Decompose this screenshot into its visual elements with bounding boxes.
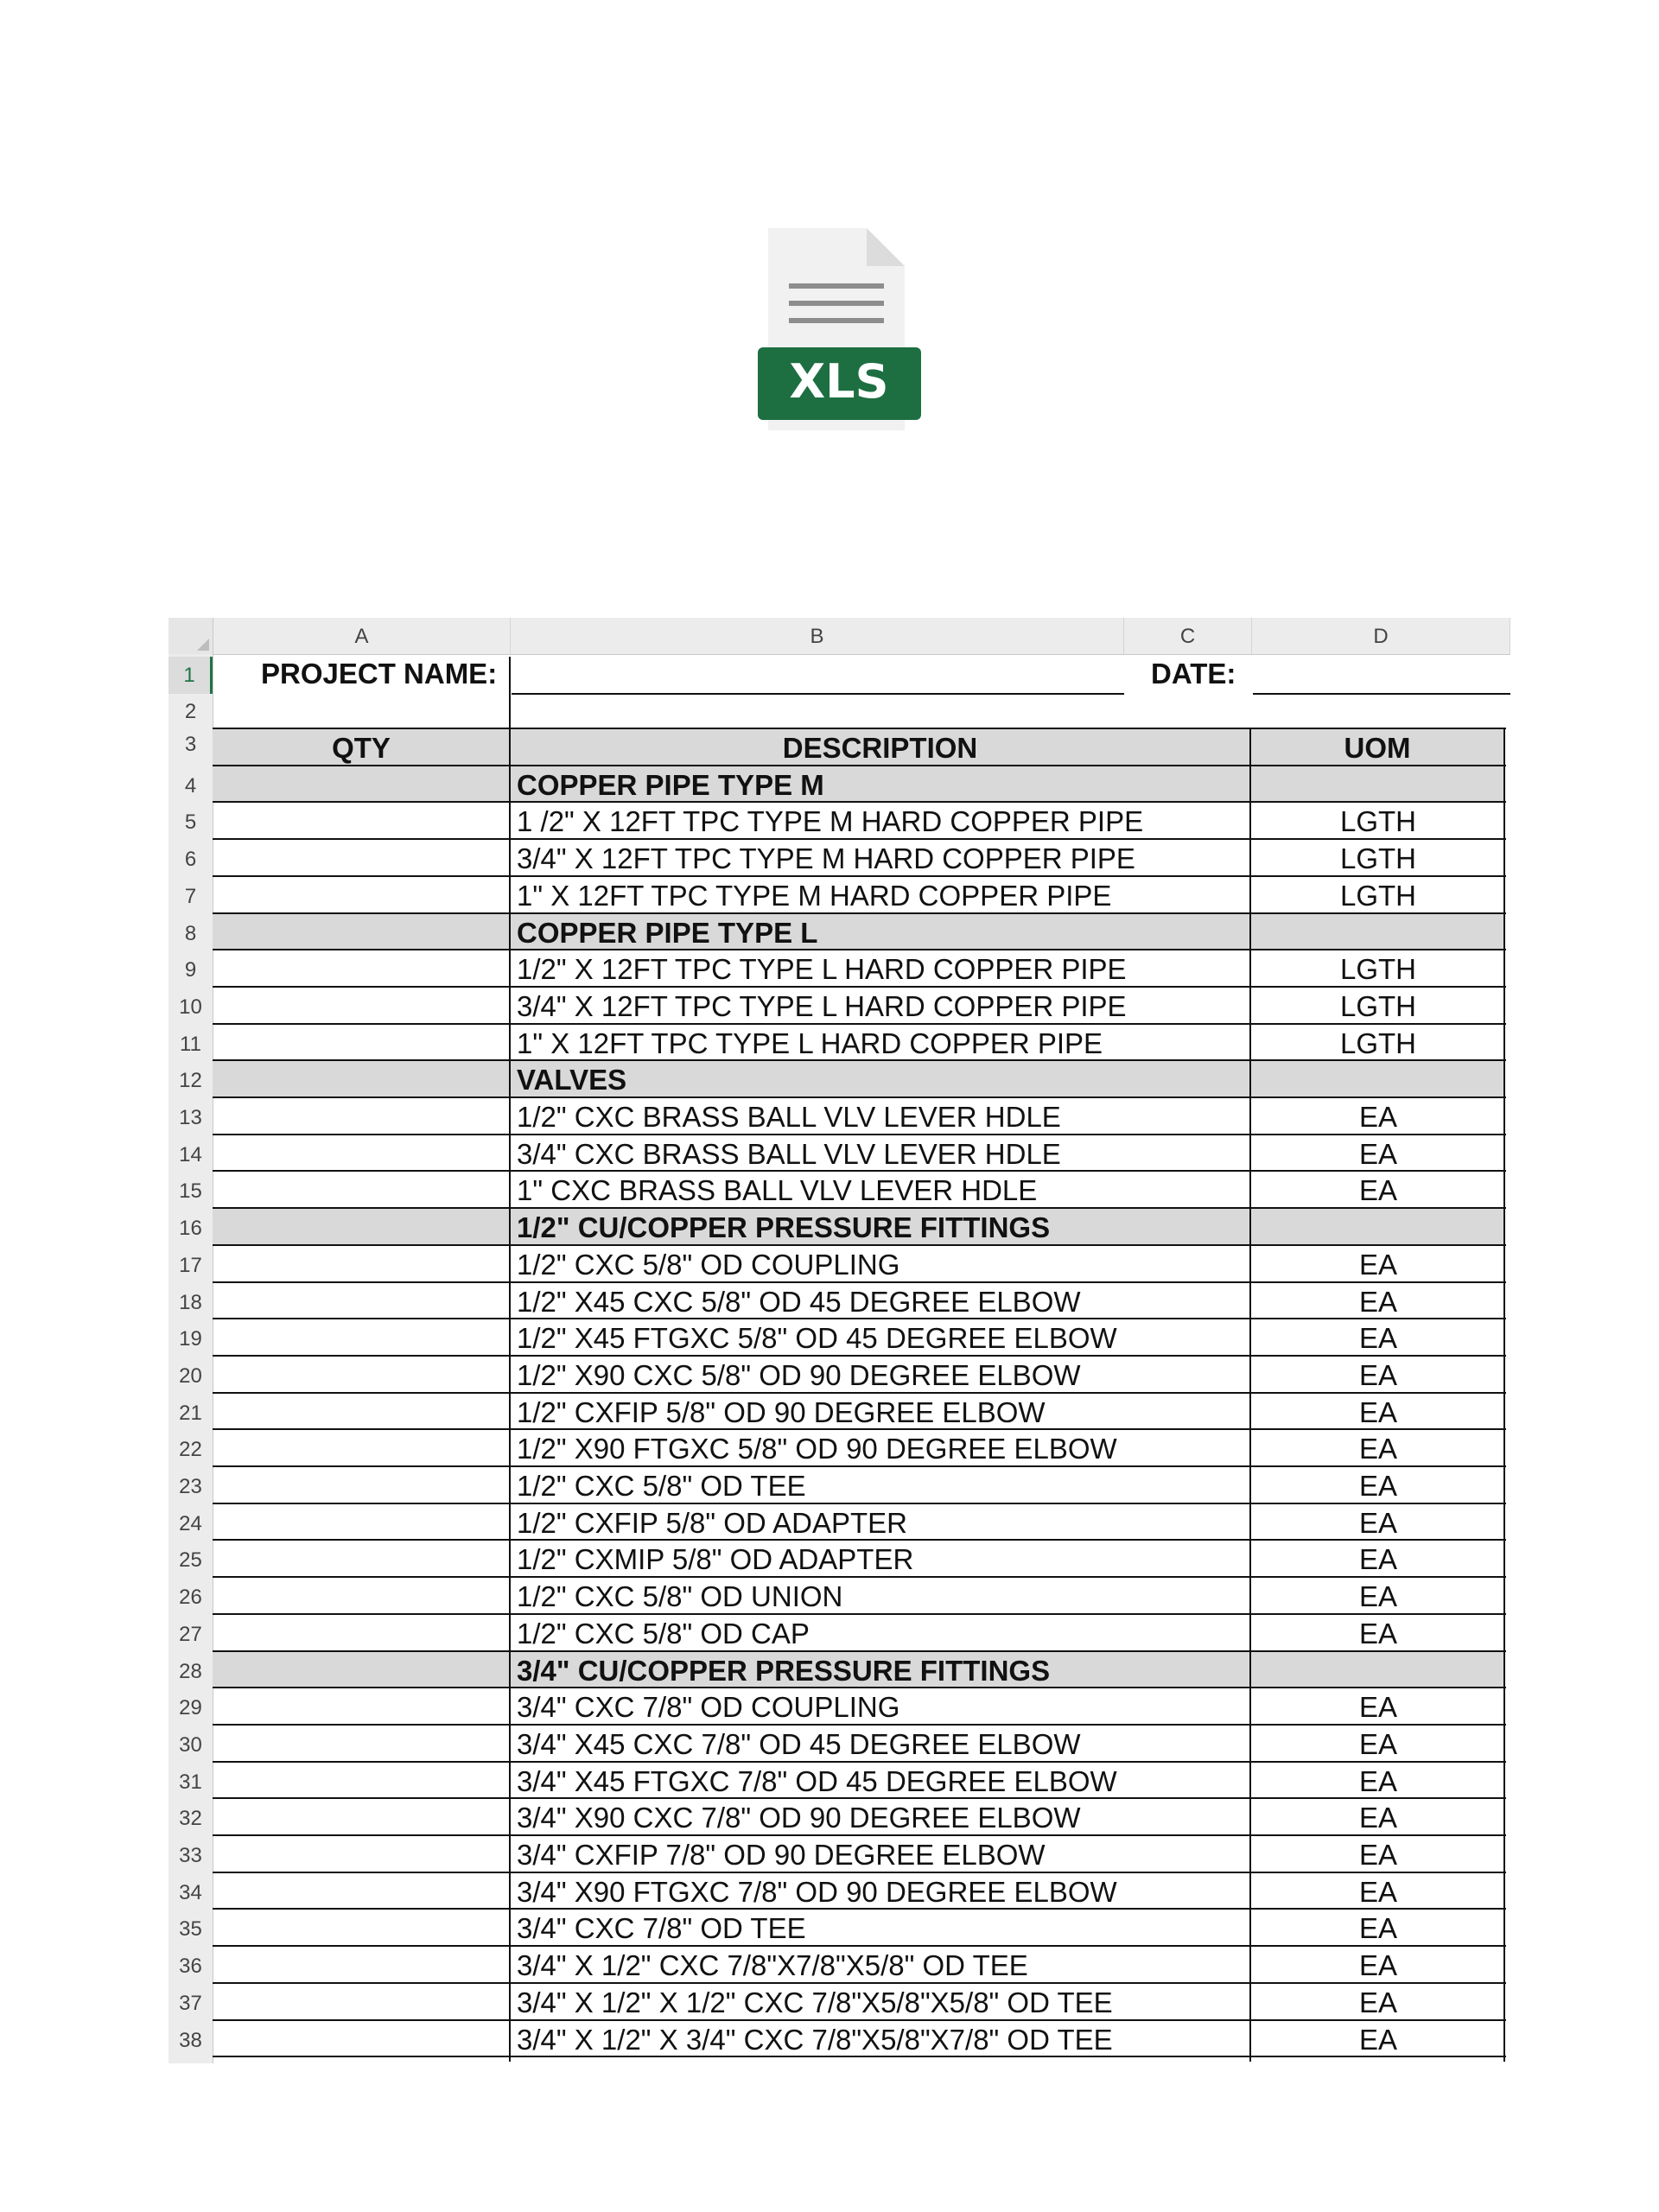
item-description: 1/2" CXC 5/8" OD COUPLING [517,1248,900,1281]
row-number[interactable]: 37 [179,1991,202,2015]
item-description: 3/4" X45 CXC 7/8" OD 45 DEGREE ELBOW [517,1727,1081,1760]
project-name-field[interactable] [512,657,1124,693]
grid-line [213,1908,1506,1910]
qty-cell[interactable] [214,1909,510,1946]
qty-cell[interactable] [214,1060,510,1097]
grid-line [213,1281,1506,1283]
uom-cell: LGTH [1339,842,1416,875]
item-description: 1/2" CXC 5/8" OD CAP [517,1617,810,1649]
grid-line [213,1724,1506,1726]
column-header-b[interactable]: B [511,618,1124,654]
row-number[interactable]: 11 [180,1032,201,1056]
date-field[interactable] [1253,657,1510,693]
row-number[interactable]: 21 [179,1401,202,1425]
item-description: 1" X 12FT TPC TYPE L HARD COPPER PIPE [517,1027,1103,1059]
grid-line [213,1023,1506,1025]
column-header-a[interactable]: A [213,618,511,654]
uom-cell: EA [1358,1174,1398,1207]
item-description: 1/2" CXFIP 5/8" OD ADAPTER [517,1506,907,1539]
item-description: 1/2" X90 FTGXC 5/8" OD 90 DEGREE ELBOW [517,1433,1117,1465]
row-number[interactable]: 4 [184,773,197,798]
item-description: 1" X 12FT TPC TYPE M HARD COPPER PIPE [517,879,1112,912]
item-description: 3/4" X 1/2" CXC 7/8"X7/8"X5/8" OD TEE [517,1949,1028,1982]
qty-cell[interactable] [214,1356,510,1393]
qty-cell[interactable] [214,1798,510,1835]
qty-cell[interactable] [214,1466,510,1503]
row-number[interactable]: 26 [179,1586,202,1610]
grid-line [213,1797,1506,1799]
uom-cell: LGTH [1339,879,1416,912]
grid-line [213,1650,1506,1652]
uom-cell: EA [1358,1875,1398,1908]
uom-cell: EA [1358,1322,1398,1355]
row-number[interactable]: 6 [184,848,197,872]
row-number[interactable]: 24 [179,1511,202,1535]
grid-line [213,1244,1506,1246]
uom-cell: LGTH [1339,953,1416,986]
item-description: 1/2" X 12FT TPC TYPE L HARD COPPER PIPE [517,953,1127,986]
uom-cell: EA [1358,1691,1398,1724]
row-header-bar [168,654,213,2063]
uom-cell: EA [1358,1617,1398,1649]
row-number[interactable]: 12 [179,1069,202,1093]
qty-cell[interactable] [214,913,510,950]
grid-line [213,1576,1506,1578]
grid-line [213,1872,1506,1873]
grid-line [213,728,1506,729]
qty-cell[interactable] [214,1983,510,2020]
row-number[interactable]: 5 [184,810,197,835]
xls-file-icon [756,226,925,434]
row-number[interactable]: 32 [179,1807,202,1831]
qty-cell[interactable] [214,839,510,876]
grid-line [213,986,1506,988]
row-number[interactable]: 35 [179,1917,202,1942]
grid-line [509,657,511,2062]
qty-cell[interactable] [214,1725,510,1762]
qty-cell[interactable] [214,1319,510,1356]
section-title: 1/2" CU/COPPER PRESSURE FITTINGS [517,1211,1051,1244]
uom-cell: EA [1358,1358,1398,1391]
row-number[interactable]: 23 [179,1475,202,1498]
uom-cell: EA [1358,1248,1398,1281]
qty-cell[interactable] [214,1872,510,1910]
qty-cell[interactable] [214,1208,510,1245]
row-number[interactable]: 33 [179,1844,202,1867]
qty-cell[interactable] [214,1614,510,1651]
uom-cell: LGTH [1339,1027,1416,1059]
uom-cell: EA [1358,1543,1398,1576]
grid-line [213,875,1506,877]
grid-line [213,1318,1506,1319]
qty-cell[interactable] [214,1171,510,1208]
uom-cell: EA [1358,1285,1398,1318]
uom-cell: LGTH [1339,989,1416,1022]
column-header-d[interactable]: D [1252,618,1510,654]
uom-cell: LGTH [1339,805,1416,838]
item-description: 1/2" X45 FTGXC 5/8" OD 45 DEGREE ELBOW [517,1322,1117,1355]
column-header-bar [168,618,1510,655]
grid-line [213,1465,1506,1467]
item-description: 1" CXC BRASS BALL VLV LEVER HDLE [517,1174,1038,1207]
grid-line [213,1428,1506,1430]
row-number[interactable]: 20 [179,1363,202,1388]
item-description: 1 /2" X 12FT TPC TYPE M HARD COPPER PIPE [517,805,1144,838]
qty-cell[interactable] [214,2020,510,2057]
qty-cell[interactable] [214,1688,510,1725]
row-number[interactable]: 2 [184,700,197,723]
item-description: 1/2" CXC 5/8" OD TEE [517,1470,806,1502]
grid-line [213,1982,1506,1984]
qty-cell[interactable] [214,766,510,803]
row-number[interactable]: 27 [179,1622,202,1646]
grid-line [213,1687,1506,1688]
qty-cell[interactable] [214,1835,510,1872]
item-description: 1/2" CXC BRASS BALL VLV LEVER HDLE [517,1101,1061,1133]
item-description: 3/4" X90 FTGXC 7/8" OD 90 DEGREE ELBOW [517,1875,1117,1908]
grid-line [213,1503,1506,1504]
qty-cell[interactable] [214,1429,510,1466]
grid-line [213,1134,1506,1135]
qty-cell[interactable] [214,1393,510,1430]
project-name-label: PROJECT NAME: [261,658,498,690]
item-description: 3/4" X 12FT TPC TYPE L HARD COPPER PIPE [517,989,1127,1022]
qty-cell[interactable] [214,1946,510,1983]
select-all-corner[interactable] [168,618,213,654]
uom-cell: EA [1358,1764,1398,1797]
uom-cell: EA [1358,1727,1398,1760]
uom-cell: EA [1358,1506,1398,1539]
row-number[interactable]: 29 [179,1696,202,1720]
grid-line [213,912,1506,914]
item-description: 3/4" CXC 7/8" OD COUPLING [517,1691,900,1724]
grid-line [1503,728,1505,2062]
section-title: VALVES [517,1064,627,1096]
date-label: DATE: [1151,658,1236,690]
row-number[interactable]: 8 [184,921,197,945]
row-number[interactable]: 34 [179,1880,202,1904]
item-description: 1/2" X45 CXC 5/8" OD 45 DEGREE ELBOW [517,1285,1081,1318]
qty-cell[interactable] [214,950,510,987]
uom-cell: EA [1358,1986,1398,2018]
grid-line [213,765,1506,766]
grid-line [213,1355,1506,1357]
row-number[interactable]: 22 [179,1438,202,1462]
uom-cell: EA [1358,1395,1398,1428]
grid-line [213,1207,1506,1209]
qty-cell[interactable] [214,876,510,913]
row-number[interactable]: 15 [179,1179,202,1204]
row-number[interactable]: 28 [179,1659,202,1683]
item-description: 1/2" CXC 5/8" OD UNION [517,1580,843,1613]
item-description: 3/4" X90 CXC 7/8" OD 90 DEGREE ELBOW [517,1802,1081,1834]
row-number[interactable]: 31 [179,1770,202,1794]
item-description: 3/4" X 1/2" X 3/4" CXC 7/8"X5/8"X7/8" OD TEE [517,2023,1113,2056]
grid-line [213,1834,1506,1836]
row-number[interactable]: 18 [179,1290,202,1314]
uom-cell: EA [1358,1839,1398,1871]
item-description: 3/4" X 1/2" X 1/2" CXC 7/8"X5/8"X5/8" OD TEE [517,1986,1113,2018]
uom-cell: EA [1358,1912,1398,1945]
uom-cell: EA [1358,1470,1398,1502]
grid-line [213,1761,1506,1763]
grid-line [213,1059,1506,1061]
file-badge-label: XLS [789,354,889,409]
item-description: 3/4" CXC BRASS BALL VLV LEVER HDLE [517,1137,1061,1170]
grid-line [213,1392,1506,1394]
row-number[interactable]: 7 [184,884,197,908]
section-title: COPPER PIPE TYPE L [517,916,818,949]
row-number[interactable]: 38 [179,2028,202,2052]
project-name-underline [512,693,1124,695]
row-number[interactable]: 14 [179,1142,202,1166]
row-number[interactable]: 13 [179,1106,202,1129]
row-number[interactable]: 17 [179,1253,202,1277]
grid-line [213,1096,1506,1098]
item-description: 3/4" X 12FT TPC TYPE M HARD COPPER PIPE [517,842,1135,875]
section-title: 3/4" CU/COPPER PRESSURE FITTINGS [517,1654,1051,1687]
row-number[interactable]: 36 [179,1955,202,1979]
description-header: DESCRIPTION [782,732,978,764]
row-number[interactable]: 3 [184,733,197,756]
grid-line [213,801,1506,803]
grid-line [1249,728,1251,2062]
row-number[interactable]: 30 [179,1732,202,1757]
qty-cell[interactable] [214,1577,510,1614]
item-description: 3/4" CXC 7/8" OD TEE [517,1912,806,1945]
qty-cell[interactable] [214,1503,510,1541]
item-description: 1/2" X90 CXC 5/8" OD 90 DEGREE ELBOW [517,1358,1081,1391]
grid-line [213,2019,1506,2021]
uom-cell: EA [1358,1949,1398,1982]
section-title: COPPER PIPE TYPE M [517,768,824,801]
qty-cell[interactable] [214,802,510,839]
uom-cell: EA [1358,1137,1398,1170]
uom-header: UOM [1344,732,1411,764]
qty-cell[interactable] [214,1135,510,1172]
grid-line [213,949,1506,950]
grid-line [213,1539,1506,1541]
grid-line [213,838,1506,840]
row-number[interactable]: 9 [184,958,197,982]
row-number[interactable]: 1 [168,657,213,694]
row-number[interactable]: 19 [179,1327,202,1351]
uom-cell: EA [1358,1433,1398,1465]
item-description: 1/2" CXFIP 5/8" OD 90 DEGREE ELBOW [517,1395,1046,1428]
grid-line [213,2056,1506,2057]
qty-cell[interactable] [214,1282,510,1319]
item-description: 3/4" X45 FTGXC 7/8" OD 45 DEGREE ELBOW [517,1764,1117,1797]
row-number[interactable]: 25 [179,1548,202,1573]
column-header-c[interactable]: C [1124,618,1252,654]
uom-cell: EA [1358,1580,1398,1613]
qty-cell[interactable] [214,1540,510,1577]
qty-cell[interactable] [214,1097,510,1135]
uom-cell: EA [1358,1101,1398,1133]
row-number[interactable]: 16 [179,1217,202,1241]
qty-cell[interactable] [214,1651,510,1688]
qty-header: QTY [332,732,391,764]
row-number[interactable]: 10 [179,995,202,1019]
uom-cell: EA [1358,2023,1398,2056]
qty-cell[interactable] [214,1024,510,1061]
uom-cell: EA [1358,1802,1398,1834]
grid-line [213,1613,1506,1615]
qty-cell[interactable] [214,1245,510,1282]
date-underline [1253,693,1510,695]
qty-cell[interactable] [214,1762,510,1799]
grid-line [213,1170,1506,1172]
item-description: 1/2" CXMIP 5/8" OD ADAPTER [517,1543,914,1576]
qty-cell[interactable] [214,987,510,1024]
item-description: 3/4" CXFIP 7/8" OD 90 DEGREE ELBOW [517,1839,1046,1871]
grid-line [213,1945,1506,1947]
spreadsheet [168,618,1510,2063]
